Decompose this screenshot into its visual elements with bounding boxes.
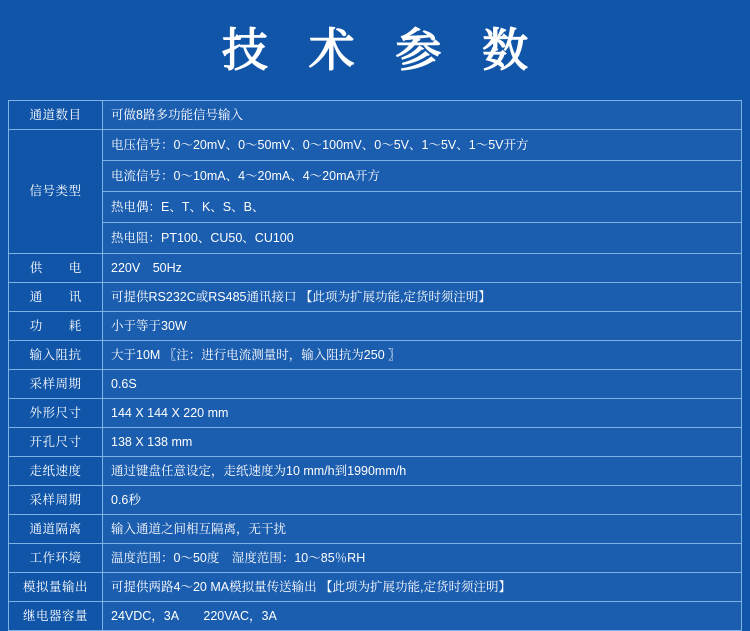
table-row	[9, 486, 742, 515]
row-label: 外形尺寸	[9, 399, 103, 428]
page-title: 技 术 参 数	[221, 24, 543, 76]
row-value: 可做8路多功能信号输入	[103, 101, 742, 130]
row-value: 可提供RS232C或RS485通讯接口 【此项为扩展功能,定货时须注明】	[103, 283, 742, 312]
table-row	[9, 399, 742, 428]
row-label: 采样周期	[9, 486, 103, 515]
row-value: 热电阻：PT100、CU50、CU100	[103, 223, 742, 254]
table-row	[9, 130, 742, 161]
table-row	[9, 341, 742, 370]
row-value: 144 X 144 X 220 mm	[103, 399, 742, 428]
row-label: 通 讯	[9, 283, 103, 312]
spec-table-wrapper	[0, 100, 750, 631]
row-label: 走纸速度	[9, 457, 103, 486]
row-label: 模拟量输出	[9, 573, 103, 602]
table-row	[9, 602, 742, 631]
table-row	[9, 312, 742, 341]
row-value: 电压信号：0～20mV、0～50mV、0～100mV、0～5V、1～5V、1～5V开方	[103, 130, 742, 161]
table-row	[9, 457, 742, 486]
row-label: 继电器容量	[9, 602, 103, 631]
row-value: 热电偶：E、T、K、S、B、	[103, 192, 742, 223]
row-label: 供 电	[9, 254, 103, 283]
row-value: 输入通道之间相互隔离，无干扰	[103, 515, 742, 544]
table-row	[9, 544, 742, 573]
table-row	[9, 101, 742, 130]
row-value: 通过键盘任意设定，走纸速度为10 mm/h到1990mm/h	[103, 457, 742, 486]
row-value: 0.6S	[103, 370, 742, 399]
row-value: 电流信号：0～10mA、4～20mA、4～20mA开方	[103, 161, 742, 192]
table-row	[9, 370, 742, 399]
table-row	[9, 223, 742, 254]
row-value: 小于等于30W	[103, 312, 742, 341]
table-row	[9, 161, 742, 192]
row-value: 138 X 138 mm	[103, 428, 742, 457]
table-row	[9, 283, 742, 312]
row-value: 220V 50Hz	[103, 254, 742, 283]
row-label: 通道隔离	[9, 515, 103, 544]
row-value: 24VDC，3A 220VAC，3A	[103, 602, 742, 631]
row-label: 开孔尺寸	[9, 428, 103, 457]
table-row	[9, 192, 742, 223]
row-value: 可提供两路4～20 MA模拟量传送输出 【此项为扩展功能,定货时须注明】	[103, 573, 742, 602]
spec-table	[8, 100, 742, 631]
row-label: 工作环境	[9, 544, 103, 573]
row-label: 通道数目	[9, 101, 103, 130]
table-row	[9, 428, 742, 457]
row-value: 大于10M 〖注：进行电流测量时，输入阻抗为250 〗	[103, 341, 742, 370]
row-value: 0.6秒	[103, 486, 742, 515]
page-header	[0, 0, 750, 100]
table-row	[9, 515, 742, 544]
table-row	[9, 573, 742, 602]
row-label: 输入阻抗	[9, 341, 103, 370]
row-value: 温度范围：0～50度 湿度范围：10～85％RH	[103, 544, 742, 573]
row-label: 采样周期	[9, 370, 103, 399]
row-label: 信号类型	[9, 130, 103, 254]
row-label: 功 耗	[9, 312, 103, 341]
table-row	[9, 254, 742, 283]
